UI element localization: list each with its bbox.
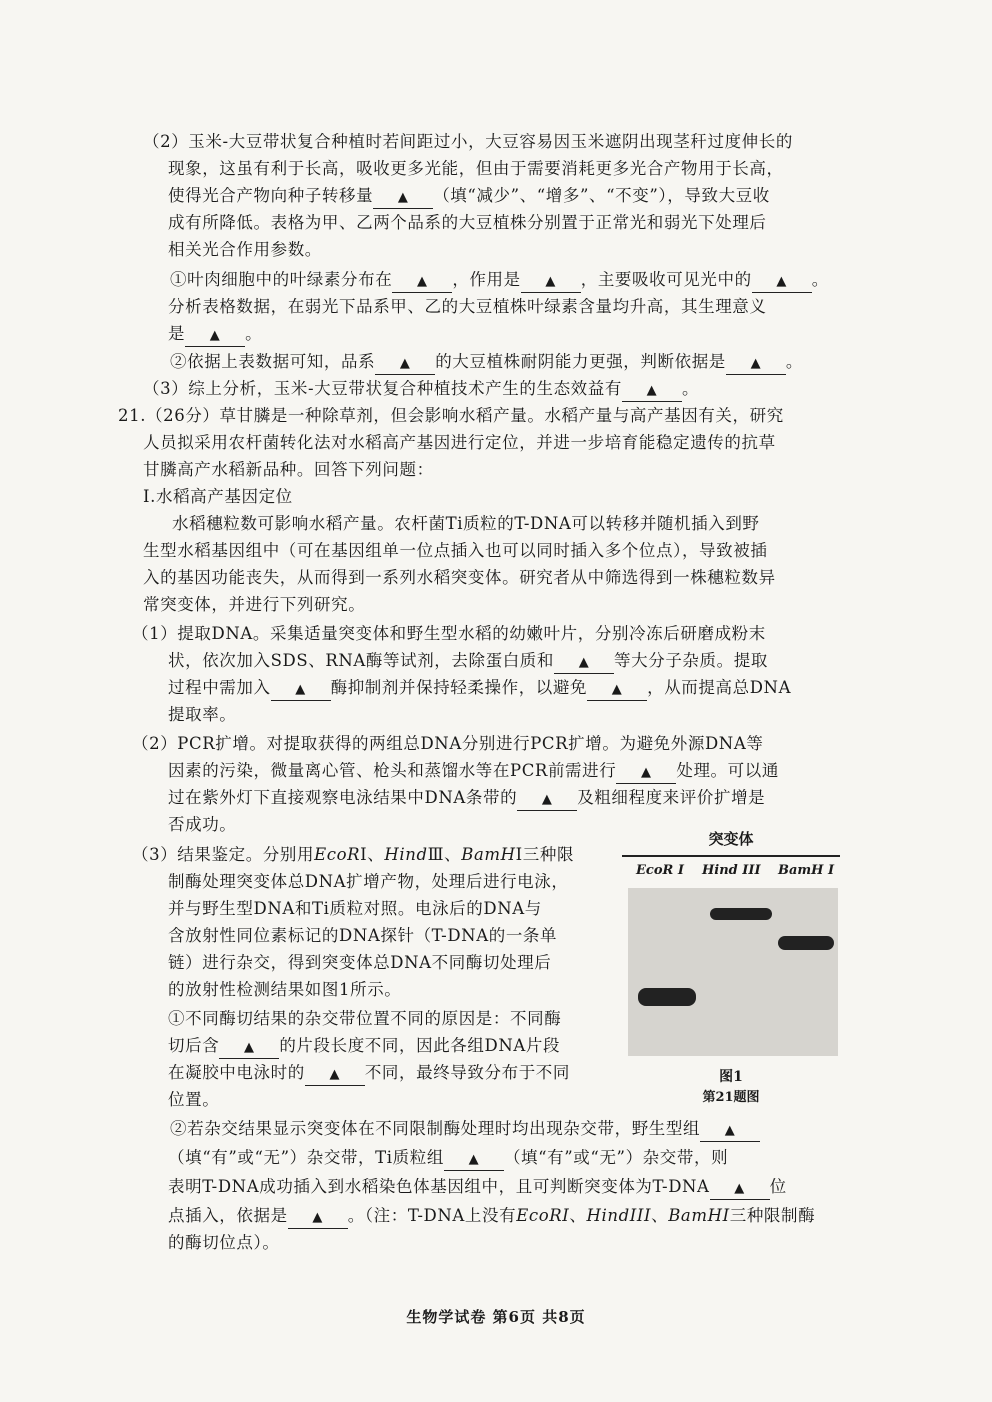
q21-head-line2: 人员拟采用农杆菌转化法对水稻高产基因进行定位，并进一步培育能稳定遗传的抗草 (143, 433, 776, 452)
q20-sub1-line2: 分析表格数据，在弱光下品系甲、乙的大豆植株叶绿素含量均升高，其生理意义 (168, 297, 767, 316)
q21-intro-line2: 生型水稻基因组中（可在基因组单一位点插入也可以同时插入多个位点），导致被插 (143, 541, 768, 560)
q21-c2-line3 (168, 1175, 787, 1200)
q21-part1-line3 (168, 676, 791, 701)
answer-blank[interactable]: ▲ (185, 326, 245, 347)
text: 在凝胶中电泳时的 (168, 1063, 305, 1082)
answer-blank[interactable]: ▲ (710, 1179, 770, 1200)
text: 。 (681, 379, 700, 398)
answer-blank[interactable]: ▲ (700, 1121, 760, 1142)
text: （3）综上分析，玉米-大豆带状复合种植技术产生的生态效益有 (143, 379, 622, 398)
answer-blank[interactable]: ▲ (305, 1065, 365, 1086)
q21-part3-line5: 链）进行杂交，得到突变体总DNA不同酶切处理后 (168, 953, 552, 972)
text: ②依据上表数据可知，品系 (170, 352, 376, 371)
q21-intro-line1: 水稻穗粒数可影响水稻产量。农杆菌Ti质粒的T-DNA可以转移并随机插入到野 (172, 514, 760, 533)
answer-blank[interactable]: ▲ (587, 680, 647, 701)
answer-blank[interactable]: ▲ (752, 272, 812, 293)
figure-title: 突变体 (708, 830, 754, 848)
enzyme-name: Hind (384, 845, 428, 864)
text: Ⅰ、 (360, 845, 385, 864)
q20-part2-line4: 成有所降低。表格为甲、乙两个品系的大豆植株分别置于正常光和弱光下处理后 (168, 213, 767, 232)
answer-blank[interactable]: ▲ (288, 1208, 348, 1229)
gel-band-bamhi (778, 936, 834, 950)
text: 的大豆植株耐阴能力更强，判断依据是 (435, 352, 726, 371)
text: 过在紫外灯下直接观察电泳结果中DNA条带的 (168, 788, 518, 807)
text: （填“有”或“无”）杂交带，则 (503, 1148, 729, 1167)
text: 、 (651, 1206, 669, 1225)
q21-part2-line4: 否成功。 (168, 815, 237, 834)
text: 位 (769, 1177, 787, 1196)
lane-label-bamhi: BamH I (778, 863, 835, 878)
q21-c2-line5: 的酶切位点）。 (168, 1233, 280, 1252)
answer-blank[interactable]: ▲ (616, 763, 676, 784)
q21-part2-line1: （2）PCR扩增。对提取获得的两组总DNA分别进行PCR扩增。为避免外源DNA等 (132, 734, 764, 753)
q21-head-line3: 甘膦高产水稻新品种。回答下列问题： (143, 460, 434, 479)
text: 处理。可以通 (676, 761, 779, 780)
q20-part2-line3 (168, 184, 770, 209)
enzyme-name: EcoRI (516, 1206, 570, 1225)
text: 酶抑制剂并保持轻柔操作，以避免 (330, 678, 588, 697)
q21-c2-line2 (168, 1146, 728, 1171)
text: 等大分子杂质。提取 (614, 651, 768, 670)
text: （填“有”或“无”）杂交带，Ti质粒组 (168, 1148, 444, 1167)
q20-part3 (143, 377, 699, 402)
gel-band-hindiii (710, 908, 772, 920)
answer-blank[interactable]: ▲ (373, 188, 433, 209)
q21-part1-line2 (168, 649, 768, 674)
enzyme-name: EcoR (314, 845, 361, 864)
text: 的片段长度不同，因此各组DNA片段 (279, 1036, 561, 1055)
q21-c1-line2 (168, 1034, 560, 1059)
q21-part3-line3: 并与野生型DNA和Ti质粒对照。电泳后的DNA与 (168, 899, 542, 918)
text: 是 (168, 324, 186, 343)
figure-caption: 图1 (719, 1069, 743, 1085)
text: Ⅲ、 (427, 845, 462, 864)
gel-band-ecori (638, 988, 696, 1006)
text: 。 (245, 324, 263, 343)
figure-rule (622, 855, 840, 857)
text: 。（注：T-DNA上没有 (347, 1206, 517, 1225)
text: 点插入，依据是 (168, 1206, 288, 1225)
answer-blank[interactable]: ▲ (521, 272, 581, 293)
text: ①叶肉细胞中的叶绿素分布在 (170, 270, 393, 289)
q21-part1-line1: （1）提取DNA。采集适量突变体和野生型水稻的幼嫩叶片，分别冷冻后研磨成粉末 (132, 624, 766, 643)
figure-subcaption: 第21题图 (702, 1090, 760, 1105)
answer-blank[interactable]: ▲ (554, 653, 614, 674)
q21-section-1-heading: Ⅰ.水稻高产基因定位 (143, 487, 293, 506)
text: 。 (785, 352, 804, 371)
text: ，从而提高总DNA (647, 678, 792, 697)
q21-c1-line3 (168, 1061, 570, 1086)
q21-c1-line4: 位置。 (168, 1090, 220, 1109)
text: 三种限制酶 (729, 1206, 816, 1225)
text: ，作用是 (452, 270, 521, 289)
text: 状，依次加入SDS、RNA酶等试剂，去除蛋白质和 (168, 651, 555, 670)
enzyme-name: HindIII (586, 1206, 652, 1225)
q21-part3-line1 (132, 843, 574, 867)
q21-part3-line4: 含放射性同位素标记的DNA探针（T-DNA的一条单 (168, 926, 558, 945)
q21-c1-line1: ①不同酶切结果的杂交带位置不同的原因是：不同酶 (168, 1009, 562, 1028)
answer-blank[interactable]: ▲ (517, 790, 577, 811)
answer-blank[interactable]: ▲ (375, 354, 435, 375)
text: ②若杂交结果显示突变体在不同限制酶处理时均出现杂交带，野生型组 (170, 1119, 701, 1138)
answer-blank[interactable]: ▲ (271, 680, 331, 701)
q20-part2-line5: 相关光合作用参数。 (168, 240, 322, 259)
q21-head-line1: 21.（26分）草甘膦是一种除草剂，但会影响水稻产量。水稻产量与高产基因有关，研究 (118, 406, 784, 425)
answer-blank[interactable]: ▲ (622, 381, 682, 402)
text: 。 (811, 270, 829, 289)
answer-blank[interactable]: ▲ (219, 1038, 279, 1059)
answer-blank[interactable]: ▲ (392, 272, 452, 293)
lane-label-hindiii: Hind III (702, 863, 761, 878)
q21-intro-line3: 入的基因功能丧失，从而得到一系列水稻突变体。研究者从中筛选得到一株穗粒数异 (143, 568, 776, 587)
q21-part2-line3 (168, 786, 765, 811)
q21-c2-line4 (168, 1204, 815, 1229)
text: 表明T-DNA成功插入到水稻染色体基因组中，且可判断突变体为T-DNA (168, 1177, 710, 1196)
text: 及粗细程度来评价扩增是 (577, 788, 766, 807)
text: 切后含 (168, 1036, 220, 1055)
enzyme-name: BamH (461, 845, 516, 864)
q20-part2-line1: （2）玉米-大豆带状复合种植时若间距过小，大豆容易因玉米遮阴出现茎秆过度伸长的 (143, 132, 793, 151)
enzyme-name: BamHI (668, 1206, 730, 1225)
q21-intro-line4: 常突变体，并进行下列研究。 (143, 595, 366, 614)
answer-blank[interactable]: ▲ (444, 1150, 504, 1171)
text: Ⅰ三种限 (515, 845, 575, 864)
text: 、 (569, 1206, 587, 1225)
text: 使得光合产物向种子转移量 (168, 186, 374, 205)
q20-sub1-line3 (168, 322, 262, 347)
text: （填“减少”、“增多”、“不变”），导致大豆收 (433, 186, 770, 205)
q21-part3-line2: 制酶处理突变体总DNA扩增产物，处理后进行电泳， (168, 872, 569, 891)
text: （3）结果鉴定。分别用 (132, 845, 315, 864)
text: 因素的污染，微量离心管、枪头和蒸馏水等在PCR前需进行 (168, 761, 617, 780)
figure-1 (622, 822, 840, 1112)
text: ，主要吸收可见光中的 (580, 270, 752, 289)
q20-sub2 (170, 350, 803, 375)
q20-part2-line2: 现象，这虽有利于长高，吸收更多光能，但由于需要消耗更多光合产物用于长高， (168, 159, 784, 178)
gel-image (628, 888, 838, 1056)
q21-c2-line1 (170, 1117, 760, 1142)
text: 过程中需加入 (168, 678, 271, 697)
q21-part2-line2 (168, 759, 779, 784)
q20-sub1-line1 (170, 268, 829, 293)
page-footer: 生物学试卷 第6页 共8页 (406, 1308, 586, 1326)
text: 不同，最终导致分布于不同 (364, 1063, 571, 1082)
q21-part1-line4: 提取率。 (168, 705, 237, 724)
lane-label-ecori: EcoR I (636, 863, 684, 878)
q21-part3-line6: 的放射性检测结果如图1所示。 (168, 980, 402, 999)
answer-blank[interactable]: ▲ (726, 354, 786, 375)
